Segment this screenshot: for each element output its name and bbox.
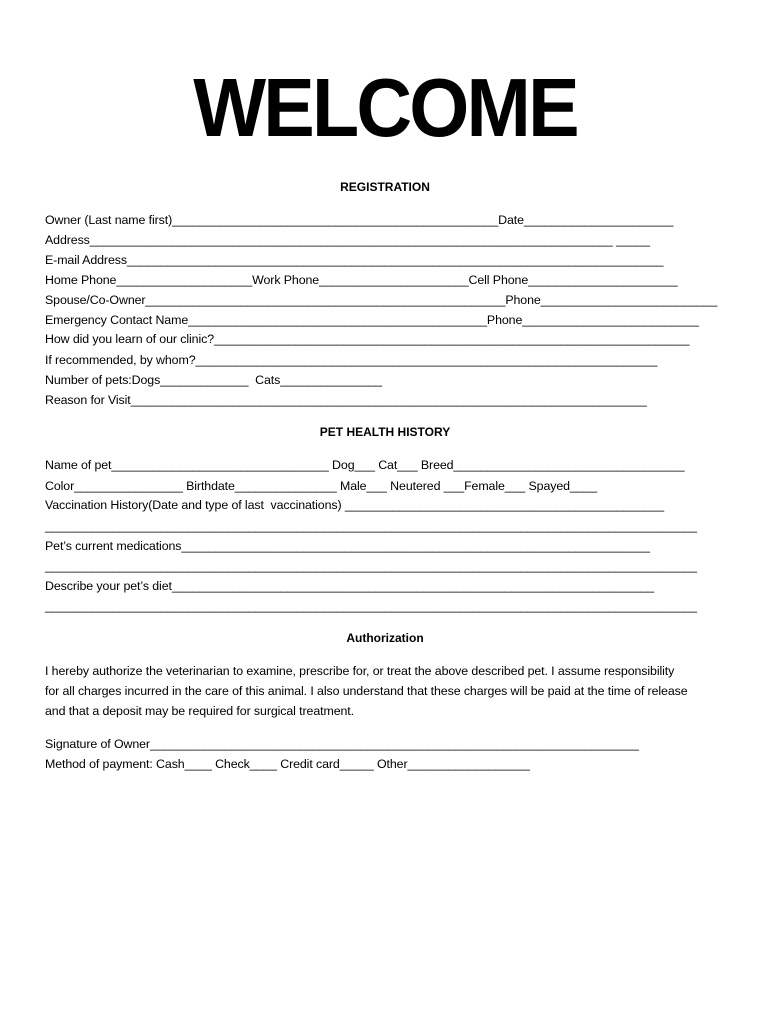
pet-name-field[interactable]: Name of pet________________________________ Dog___ Cat___ Breed__________________________________ bbox=[45, 458, 685, 472]
number-of-pets-field[interactable]: Number of pets:Dogs_____________ Cats_______________ bbox=[45, 373, 383, 387]
authorization-text-line-1: I hereby authorize the veterinarian to examine, prescribe for, or treat the above described pet. I assume responsibility bbox=[45, 664, 675, 678]
address-field[interactable]: Address_____________________________________________________________________________ _____ bbox=[45, 233, 650, 247]
medications-continued[interactable]: ________________________________________________________________________________________________ bbox=[45, 559, 697, 573]
email-field[interactable]: E-mail Address_______________________________________________________________________________ bbox=[45, 253, 664, 267]
authorization-text-line-2: for all charges incurred in the care of this animal. I also understand that these charges will be paid at the time of release bbox=[45, 684, 688, 698]
phones-field[interactable]: Home Phone____________________Work Phone______________________Cell Phone______________________ bbox=[45, 273, 678, 287]
referral-source-field[interactable]: How did you learn of our clinic?______________________________________________________________________ bbox=[45, 332, 690, 346]
vaccination-history-continued[interactable]: ________________________________________________________________________________________________ bbox=[45, 519, 697, 533]
authorization-heading: Authorization bbox=[346, 631, 424, 645]
authorization-text-line-3: and that a deposit may be required for surgical treatment. bbox=[45, 704, 354, 718]
pet-health-heading: PET HEALTH HISTORY bbox=[319, 425, 451, 439]
registration-heading: REGISTRATION bbox=[340, 180, 430, 194]
spouse-field[interactable]: Spouse/Co-Owner_____________________________________________________Phone__________________________ bbox=[45, 293, 718, 307]
reason-for-visit-field[interactable]: Reason for Visit____________________________________________________________________________ bbox=[45, 393, 647, 407]
owner-signature-field[interactable]: Signature of Owner________________________________________________________________________ bbox=[45, 737, 639, 751]
vaccination-history-field[interactable]: Vaccination History(Date and type of last vaccinations) _______________________________________________ bbox=[45, 498, 665, 512]
diet-continued[interactable]: ________________________________________________________________________________________________ bbox=[45, 599, 697, 613]
page-title: WELCOME bbox=[193, 61, 577, 154]
emergency-contact-field[interactable]: Emergency Contact Name____________________________________________Phone__________________________ bbox=[45, 313, 699, 327]
pet-color-field[interactable]: Color________________ Birthdate_______________ Male___ Neutered ___Female___ Spayed____ bbox=[45, 479, 598, 493]
diet-field[interactable]: Describe your pet’s diet_______________________________________________________________________ bbox=[45, 579, 655, 593]
medications-field[interactable]: Pet’s current medications_____________________________________________________________________ bbox=[45, 539, 650, 553]
recommended-by-field[interactable]: If recommended, by whom?____________________________________________________________________ bbox=[45, 353, 658, 367]
owner-date-field[interactable]: Owner (Last name first)________________________________________________Date______________________ bbox=[45, 213, 674, 227]
payment-method-field[interactable]: Method of payment: Cash____ Check____ Credit card_____ Other__________________ bbox=[45, 757, 530, 771]
